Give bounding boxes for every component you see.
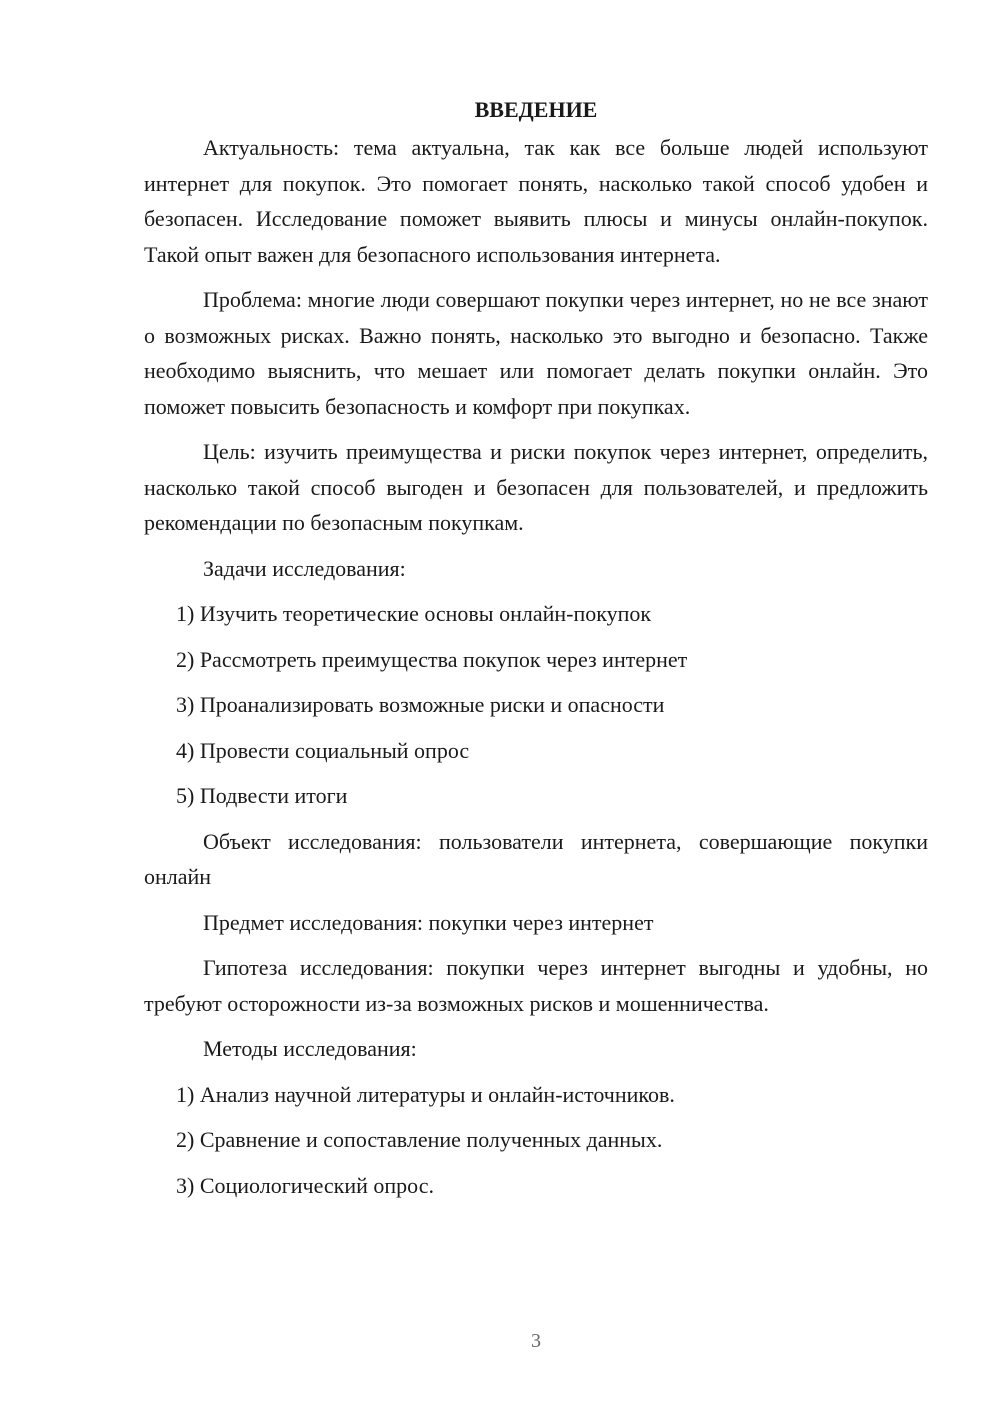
section-title: ВВЕДЕНИЕ	[474, 97, 598, 122]
methods-list	[144, 1077, 928, 1204]
object-paragraph: Объект исследования: пользователи интернета, совершающие покупки онлайн	[144, 828, 928, 889]
document-page	[144, 90, 928, 1213]
relevance-paragraph: Актуальность: тема актуальна, так как все больше людей используют интернет для покупок. Это помогает понять, насколько такой способ удобен и безопасен. Исследование поможет выявить плюсы и минусы онлайн-покупок. Такой опыт важен для безопасного использования интернета.	[144, 135, 928, 267]
hypothesis-paragraph: Гипотеза исследования: покупки через интернет выгодны и удобны, но требуют осторожности из-за возможных рисков и мошенничества.	[144, 955, 928, 1016]
list-item: 1) Изучить теоретические основы онлайн-покупок	[176, 601, 652, 626]
goal-paragraph: Цель: изучить преимущества и риски покупок через интернет, определить, насколько такой способ выгоден и безопасен для пользователей, и предложить рекомендации по безопасным покупкам.	[144, 439, 928, 535]
list-item: 3) Социологический опрос.	[176, 1172, 434, 1198]
tasks-heading: Задачи исследования:	[203, 555, 406, 581]
page-number: 3	[531, 1330, 541, 1352]
list-item: 2) Рассмотреть преимущества покупок через интернет	[176, 646, 688, 672]
list-item: 2) Сравнение и сопоставление полученных данных.	[176, 1127, 663, 1152]
subject-paragraph: Предмет исследования: покупки через интернет	[203, 909, 654, 935]
list-item: 3) Проанализировать возможные риски и опасности	[176, 692, 665, 717]
tasks-list	[144, 596, 928, 814]
problem-paragraph: Проблема: многие люди совершают покупки через интернет, но не все знают о возможных рисках. Важно понять, насколько это выгодно и безопасно. Также необходимо выяснить, что мешает или помогает делать покупки онлайн. Это поможет повысить безопасность и комфорт при покупках.	[144, 287, 928, 419]
list-item: 4) Провести социальный опрос	[176, 737, 470, 763]
list-item: 1) Анализ научной литературы и онлайн-источников.	[176, 1081, 675, 1107]
methods-heading: Методы исследования:	[203, 1036, 417, 1061]
list-item: 5) Подвести итоги	[176, 783, 348, 808]
